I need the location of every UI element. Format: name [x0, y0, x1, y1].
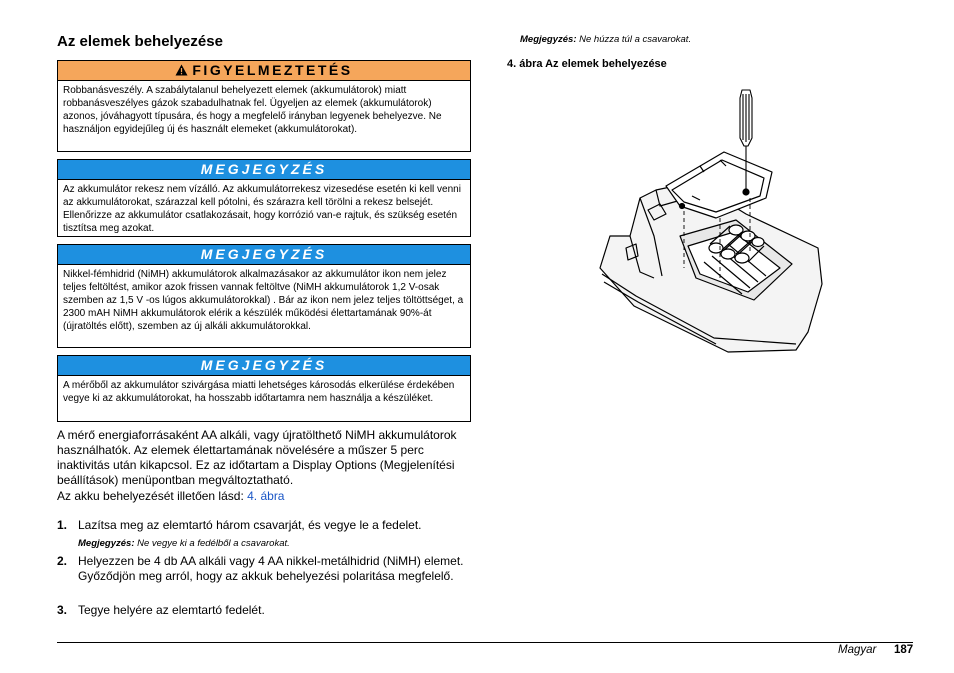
screw-note-label: Megjegyzés:: [520, 34, 577, 45]
figure-reference: [57, 489, 471, 504]
step-note-text: Ne vegye ki a fedélből a csavarokat.: [134, 538, 290, 549]
step-number: 2.: [57, 554, 68, 568]
page-number: 187: [894, 644, 914, 656]
figure-link[interactable]: 4. ábra: [247, 489, 285, 503]
footer-divider: [57, 642, 913, 643]
figure-caption: 4. ábra Az elemek behelyezése: [507, 58, 667, 70]
screw-note-text: Ne húzza túl a csavarokat.: [576, 34, 692, 45]
step-text: Lazítsa meg az elemtartó három csavarját, és vegye le a fedelet.: [78, 518, 422, 532]
note-box: [57, 159, 471, 237]
warning-box: [57, 60, 471, 152]
note-text: A mérőből az akkumulátor szivárgása miatti lehetséges károsodás elkerülése érdekében vegye ki az akkumulátorokat, ha hosszabb időtartamra nem használja a készüléket.: [63, 380, 455, 404]
warning-header: [58, 61, 470, 81]
note-text: Az akkumulátor rekesz nem vízálló. Az akkumulátorrekesz vizesedése esetén ki kell venni az akkumulátorokat, szárazzal kell pótolni, és szárazra kell törölni a rekesz belsejét. Ellenőrizze az akkumulátor csatlakozásait, hogy korrózió van-e rajtuk, és szükség esetén tisztítsa meg azokat.: [63, 184, 461, 234]
warning-text: Robbanásveszély. A szabálytalanul behelyezett elemek (akkumulátorok) miatt robbanásveszélyes gázok szabadulhatnak fel. Ügyeljen az elemek (akkumulátorok) azonos, jóváhagyott típusára, és hogy a megfelelő irányban legyenek behelyezve. Ne használjon egyidejűleg új és használt elemeket (akkumulátorokat).: [63, 85, 442, 135]
section-heading: Az elemek behelyezése: [57, 33, 223, 50]
footer-language: Magyar: [838, 644, 877, 656]
step-number: 1.: [57, 518, 68, 532]
step-number: 3.: [57, 603, 68, 617]
intro-paragraph: A mérő energiaforrásaként AA alkáli, vagy újratölthető NiMH akkumulátorok használhatók. Az elemek élettartamának növelésére a műszer 5 perc inaktivitás után kikapcsol. Ez az időtartam a Display Options (Megjelenítési beállítások) menüpontban megváltoztatható.: [57, 428, 457, 487]
screw-note: [520, 34, 691, 45]
note-box: [57, 244, 471, 348]
step-note-label: Megjegyzés:: [78, 538, 135, 549]
step-note: [78, 538, 290, 549]
step-item: [57, 603, 471, 619]
note-header: MEGJEGYZÉS: [58, 160, 470, 180]
note-box: [57, 355, 471, 422]
step-text: Tegye helyére az elemtartó fedelét.: [78, 603, 265, 617]
note-header: MEGJEGYZÉS: [58, 356, 470, 376]
note-text: Nikkel-fémhidrid (NiMH) akkumulátorok alkalmazásakor az akkumulátor ikon nem jelez teljes feltöltést, amikor azok frissen vannak feltöltve (NiMH akkumulátorok 1,2 V-osak szemben az 1,5 V -os lúgos akkumulátorokkal) . Bár az ikon nem jelez teljes töltöttséget, a 2300 mAH NiMH akkumulátorok elérik a készülék működési élettartamának 90%-át (újratöltés előtt), szemben az új alkáli akkumulátorokkal.: [63, 269, 464, 332]
step-item: [57, 518, 471, 534]
step-item: [57, 554, 471, 600]
reference-prefix: Az akku behelyezését illetően lásd:: [57, 489, 248, 503]
warning-triangle-icon: [175, 63, 188, 82]
battery-installation-illustration: [596, 86, 908, 356]
step-text: Helyezzen be 4 db AA alkáli vagy 4 AA nikkel-metálhidrid (NiMH) elemet. Győződjön meg arról, hogy az akkuk behelyezési polaritása megfelelő.: [78, 554, 464, 583]
note-header: MEGJEGYZÉS: [58, 245, 470, 265]
warning-title: FIGYELMEZTETÉS: [192, 62, 353, 78]
